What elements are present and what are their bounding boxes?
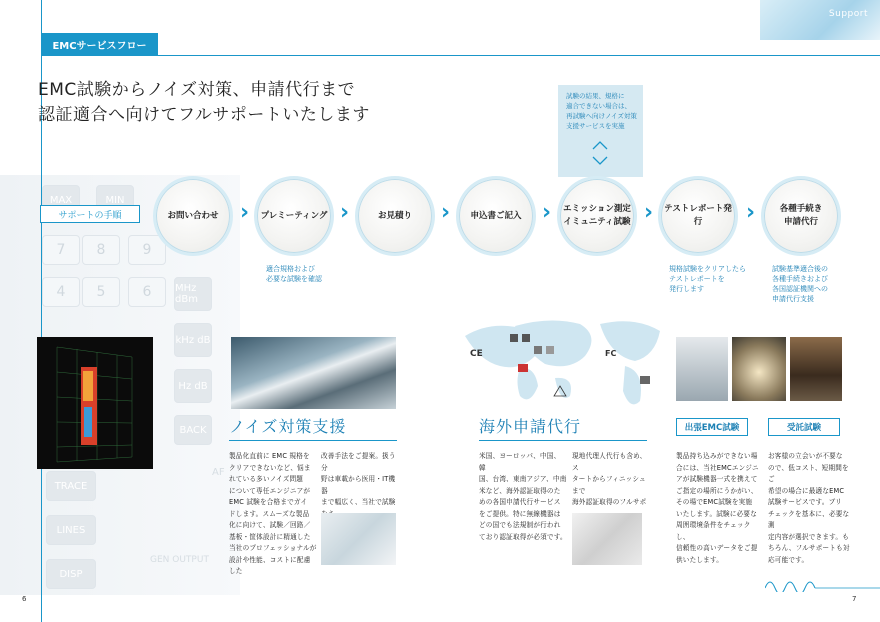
chamber-test-photo (732, 337, 786, 401)
retest-note-line: 適合できない場合は、 (566, 102, 631, 110)
step-label: お見積り (377, 210, 412, 221)
signing-photo (572, 513, 642, 565)
contract-test-tag: 受託試験 (768, 418, 840, 436)
chevron-right-icon: › (340, 200, 350, 225)
step-emission-immunity (557, 176, 637, 256)
retest-note-line: 再試験へ向けノイズ対策 (566, 112, 637, 120)
chevron-up-icon (592, 139, 608, 153)
noise-body-col1: 製品化直前に EMC 規格を クリアできないなど、悩ま れている多いノイズ問題 について専任エンジニアが EMC 試験を合格までガイ ドします。スムーズな製品 化に向けて、試験／回路／ 基板・筐体設計に精通した 当社のプロフェッショナルが 設計や性能、コストに配慮した (229, 452, 317, 575)
instrument-key: 8 (82, 235, 120, 265)
instrument-key: MHz dBm (174, 277, 212, 311)
svg-text:FC: FC (605, 349, 617, 358)
premeeting-note: 適合規格および 必要な試験を確認 (266, 265, 322, 283)
overseas-body-col1: 米国、ヨーロッパ、中国、韓 国、台湾、東南アジア、中南 米など、海外認証取得のた めの各国申請代行サービス をご提供。特に無線機器は どの国でも法規制が行われ ており認証取得が必須です。 (479, 452, 567, 541)
svg-text:CE: CE (470, 349, 483, 359)
overseas-title-rule (479, 440, 647, 441)
support-steps-label: サポートの手順 (40, 205, 140, 223)
retest-note-line: 試験の結果、規格に (566, 92, 625, 100)
overseas-body-col2: 現地代理人代行も含め、ス タートからフィニッシュまで 海外認証取得のフルサポ (572, 452, 647, 506)
instrument-key: LINES (46, 515, 96, 545)
header-rule (41, 55, 880, 56)
step-label: エミッション測定 (563, 204, 631, 214)
instrument-key: 7 (42, 235, 80, 265)
wave-decoration (765, 572, 880, 592)
step-procedure (761, 176, 841, 256)
chevron-right-icon: › (441, 200, 451, 225)
section-tag: EMCサービスフロー (41, 33, 158, 55)
instrument-key: MAX (42, 185, 80, 215)
step-label: プレミーティング (260, 210, 328, 221)
onsite-body-col1: 製品持ち込みができない場 合には、当社EMCエンジニ アが試験機器一式を携えて ご指定の場所にうかがい、 その場でEMC試験を実施 いたします。試験に必要な 周囲環境条件をチェックし、 信頼性の高いデータをご提 供いたします。 (676, 452, 759, 564)
noise-section-title: ノイズ対策支援 (229, 417, 347, 436)
instrument-label: AF (212, 467, 225, 478)
step-label: イミュニティ試験 (563, 217, 631, 227)
chevron-down-icon (592, 155, 608, 169)
instrument-key: DISP (46, 559, 96, 589)
instrument-key: BACK (174, 415, 212, 445)
step-application-form (456, 176, 536, 256)
overseas-section-title: 海外申請代行 (479, 417, 582, 436)
instrument-label: GEN OUTPUT (150, 555, 209, 565)
instrument-key: 4 (42, 277, 80, 307)
procedure-note: 試験基準適合後の 各種手続きおよび 各国認証機関への 申請代行支援 (772, 265, 828, 303)
support-corner-graphic (760, 0, 880, 40)
step-premeeting (254, 176, 334, 256)
world-map (460, 316, 665, 416)
step-label: 申請代行 (783, 217, 818, 227)
step-label: 各種手続き (779, 204, 823, 214)
circuit-work-photo (321, 513, 396, 565)
instrument-key: kHz dB (174, 323, 212, 357)
chevron-right-icon: › (240, 200, 250, 225)
report-note: 規格試験をクリアしたら テストレポートを 発行します (669, 265, 746, 293)
step-label: お問い合わせ (167, 210, 219, 221)
step-estimate (355, 176, 435, 256)
step-label: 申込書ご記入 (470, 210, 522, 221)
antenna-test-photo (790, 337, 842, 401)
noise-simulation-image (37, 337, 153, 469)
contract-body-col2: お客様の立会いが不要な ので、低コスト、短期間をご 希望の場合に最適なEMC 試験サービスです。ブリ チェックを基本に、必要な測 定内容が選択できます。も ちろん、フルサポートも対 応可能です。 (768, 452, 850, 564)
instrument-key: TRACE (46, 471, 96, 501)
support-label: Support (828, 9, 868, 19)
noise-body-col2: 改善手法をご提案。扱う分 野は車載から医用・IT機器 まで幅広く、当社で試験 (321, 452, 396, 506)
headline-line-1: EMC試験からノイズ対策、申請代行まで (38, 80, 356, 100)
headline-line-2: 認証適合へ向けてフルサポートいたします (38, 105, 370, 125)
onsite-test-photo (676, 337, 728, 401)
noise-title-rule (229, 440, 397, 441)
headline (38, 78, 370, 128)
instrument-panel-photo (231, 337, 396, 409)
chevron-right-icon: › (542, 200, 552, 225)
chevron-right-icon: › (746, 200, 756, 225)
step-inquiry (153, 176, 233, 256)
step-test-report (658, 176, 738, 256)
onsite-emc-tag: 出張EMC試験 (676, 418, 748, 436)
retest-note-line: 支援サービスを実施 (566, 122, 625, 130)
instrument-key: MIN (96, 185, 134, 215)
page-number-left: 6 (22, 595, 27, 603)
step-label: テストレポート発行 (664, 204, 732, 227)
instrument-key: 9 (128, 235, 166, 265)
page-number-right: 7 (852, 595, 857, 603)
instrument-key: Hz dB (174, 369, 212, 403)
instrument-key: 5 (82, 277, 120, 307)
instrument-key: 6 (128, 277, 166, 307)
chevron-right-icon: › (644, 200, 654, 225)
